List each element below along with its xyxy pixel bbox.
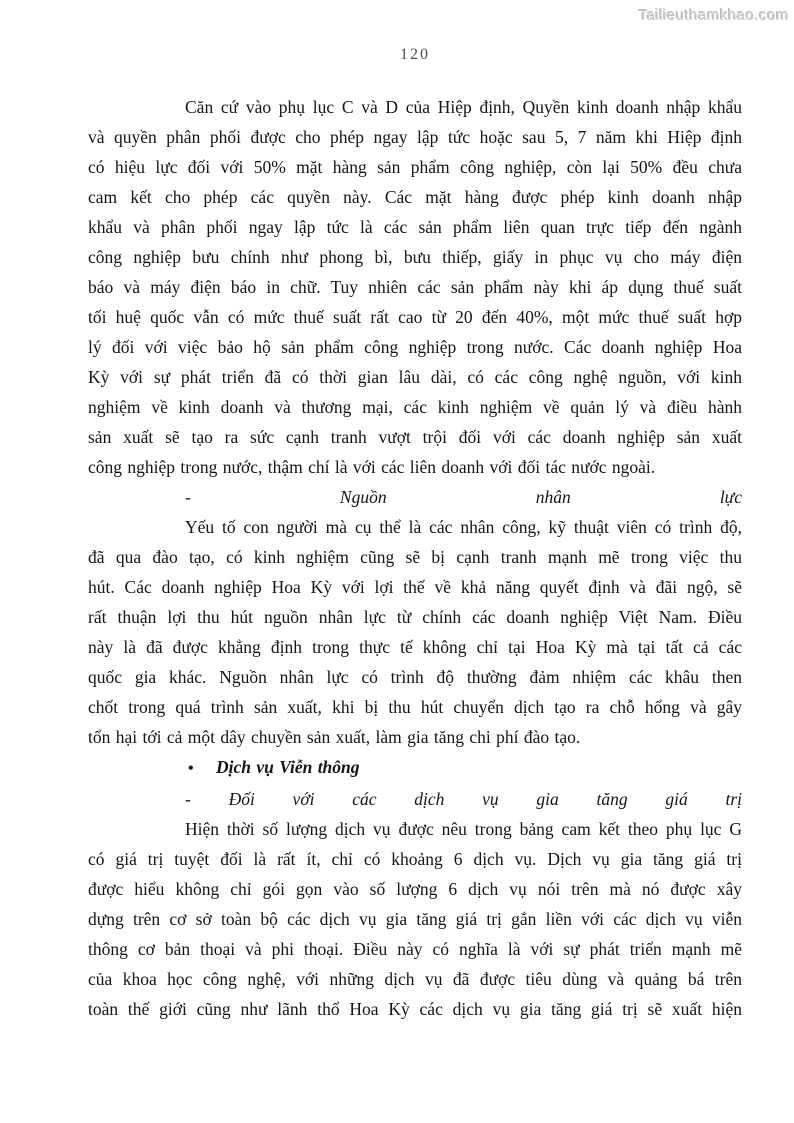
paragraph-human-resources (88, 512, 742, 752)
text-line: tối huệ quốc vẫn có mức thuế suất rất cao từ 20 đến 40%, một mức thuế suất hợp (88, 307, 742, 327)
text-line: sản xuất sẽ tạo ra sức cạnh tranh vượt trội đối với các doanh nghiệp sản xuất (88, 427, 742, 447)
text-line: toàn thế giới cũng như lãnh thổ Hoa Kỳ các dịch vụ gia tăng giá trị sẽ xuất hiện (88, 999, 742, 1019)
heading-telecom-services-label: Dịch vụ Viễn thông (216, 757, 360, 777)
text-line: chốt trong quá trình sản xuất, khi bị thu hút chuyển dịch tạo ra chỗ hổng và gây (88, 697, 742, 717)
text-line: khẩu và phân phối ngay lập tức là các sản phẩm liên quan trực tiếp đến ngành (88, 217, 742, 237)
paragraph-value-added-services (88, 814, 742, 1024)
text-line: dựng trên cơ sở toàn bộ các dịch vụ gia tăng giá trị gắn liền với các dịch vụ viễn (88, 909, 742, 929)
text-line: hút. Các doanh nghiệp Hoa Kỳ với lợi thế về khả năng quyết định và đãi ngộ, sẽ (88, 577, 742, 597)
text-line: tổn hại tới cả một dây chuyền sản xuất, làm gia tăng chi phí đào tạo. (88, 727, 581, 747)
text-line: cam kết cho phép các quyền này. Các mặt hàng được phép kinh doanh nhập (88, 187, 742, 207)
document-content (88, 92, 742, 1024)
text-line: Kỳ với sự phát triển đã có thời gian lâu dài, có các công nghệ nguồn, với kinh (88, 367, 742, 387)
text-line: này là đã được khẳng định trong thực tế không chỉ tại Hoa Kỳ mà tại tất cả các (88, 637, 742, 657)
subheading-value-added-services: - Đối với các dịch vụ gia tăng giá trị (185, 789, 742, 809)
text-line: nghiệm về kinh doanh và thương mại, các kinh nghiệm về quản lý và điều hành (88, 397, 742, 417)
text-line: đã qua đào tạo, có kinh nghiệm cũng sẽ bị cạnh tranh mạnh mẽ trong việc thu (88, 547, 742, 567)
text-line: công nghiệp trong nước, thậm chí là với các liên doanh với đối tác nước ngoài. (88, 457, 656, 477)
text-line: Yếu tố con người mà cụ thể là các nhân công, kỹ thuật viên có trình độ, (185, 517, 742, 537)
text-line: công nghiệp bưu chính như phong bì, bưu thiếp, giấy in phục vụ cho máy điện (88, 247, 742, 267)
text-line: và quyền phân phối được cho phép ngay lập tức hoặc sau 5, 7 năm khi Hiệp định (88, 127, 742, 147)
text-line: thông cơ bản thoại và phi thoại. Điều này có nghĩa là với sự phát triển mạnh mẽ (88, 939, 742, 959)
text-line: rất thuận lợi thu hút nguồn nhân lực từ chính các doanh nghiệp Việt Nam. Điều (88, 607, 742, 627)
paragraph-trade-rights (88, 92, 742, 482)
text-line: báo và máy điện báo in chữ. Tuy nhiên các sản phẩm này khi áp dụng thuế suất (88, 277, 742, 297)
watermark: Tailieuthamkhao.com (638, 7, 789, 24)
text-line: được hiểu không chỉ gói gọn vào số lượng 6 dịch vụ nói trên mà nó được xây (88, 879, 742, 899)
text-line: có giá trị tuyệt đối là rất ít, chỉ có khoảng 6 dịch vụ. Dịch vụ gia tăng giá trị (88, 849, 742, 869)
subheading-human-resources: - Nguồn nhân lực (185, 487, 742, 507)
text-line: của khoa học công nghệ, với những dịch vụ đã được tiêu dùng và quảng bá trên (88, 969, 742, 989)
text-line: Hiện thời số lượng dịch vụ được nêu trong bảng cam kết theo phụ lục G (185, 819, 742, 839)
bullet-icon: • (188, 760, 194, 777)
text-line: Căn cứ vào phụ lục C và D của Hiệp định, Quyền kinh doanh nhập khẩu (185, 97, 742, 117)
page-number: 120 (400, 46, 430, 63)
text-line: có hiệu lực đối với 50% mặt hàng sản phẩm công nghiệp, còn lại 50% đều chưa (88, 157, 742, 177)
text-line: quốc gia khác. Nguồn nhân lực có trình độ thường đảm nhiệm các khâu then (88, 667, 742, 687)
text-line: lý đối với việc bảo hộ sản phẩm công nghiệp trong nước. Các doanh nghiệp Hoa (88, 337, 742, 357)
heading-telecom-services (88, 752, 742, 784)
